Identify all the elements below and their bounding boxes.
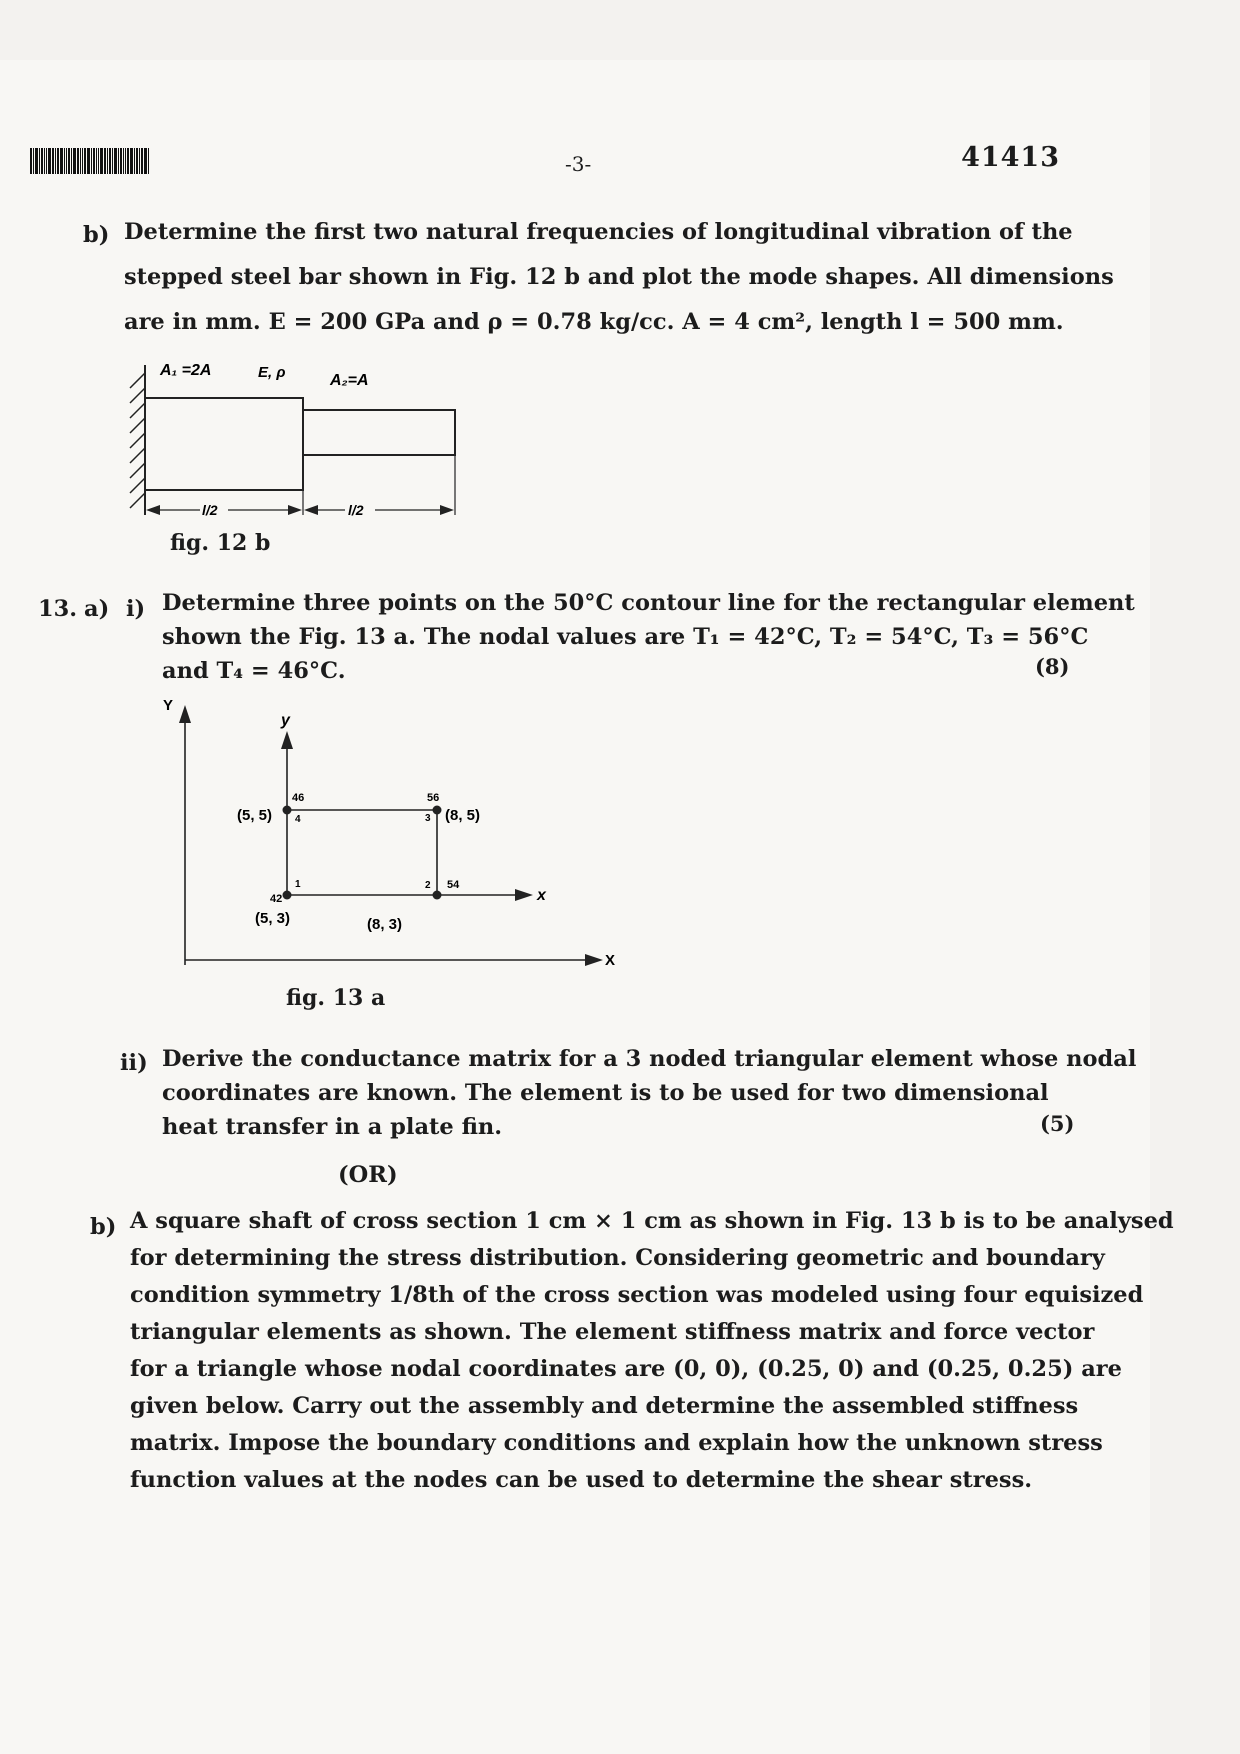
fig-13a-rectangular-element: [155, 695, 625, 970]
q13a-ii-line-3: heat transfer in a plate fin.: [162, 1114, 503, 1140]
node-2-id: 2: [425, 880, 431, 891]
local-y-label: y: [281, 712, 290, 729]
q13a-sub-i-label: i): [126, 596, 146, 622]
node-1-id: 1: [295, 879, 301, 890]
node-4-temp: 46: [292, 792, 305, 804]
node-4-coord: (5, 5): [237, 807, 273, 824]
global-y-label: Y: [163, 697, 174, 714]
fig-12b-caption: fig. 12 b: [170, 530, 271, 556]
barcode-icon: [30, 148, 196, 174]
node-3-coord: (8, 5): [445, 807, 481, 824]
fig-12b-stepped-bar: [120, 355, 470, 525]
node-1-temp: 42: [270, 893, 283, 905]
paper-code: 41413: [961, 142, 1060, 173]
q13a-i-line-3: and T₄ = 46°C.: [162, 658, 346, 684]
node-3-temp: 56: [427, 792, 440, 804]
q13b-line-4: triangular elements as shown. The element stiffness matrix and force vector: [130, 1319, 1095, 1345]
label-a1: A₁ =2A: [160, 362, 212, 379]
node-3: [433, 806, 442, 815]
global-x-label: X: [605, 952, 616, 969]
arrow-head: [281, 731, 293, 749]
arrow-head: [440, 505, 454, 515]
arrow-head: [288, 505, 302, 515]
q12b-label: b): [83, 222, 110, 248]
node-4-id: 4: [295, 814, 301, 825]
q12b-line-2: stepped steel bar shown in Fig. 12 b and plot the mode shapes. All dimensions: [124, 264, 1114, 290]
bar-section-2: [303, 410, 455, 455]
q13b-line-5: for a triangle whose nodal coordinates are (0, 0), (0.25, 0) and (0.25, 0.25) are: [130, 1356, 1122, 1382]
q12b-line-1: Determine the first two natural frequencies of longitudinal vibration of the: [124, 219, 1073, 245]
arrow-head: [146, 505, 160, 515]
q13a-i-line-2: shown the Fig. 13 a. The nodal values are T₁ = 42°C, T₂ = 54°C, T₃ = 56°C: [162, 624, 1089, 650]
page-number: -3-: [565, 152, 592, 176]
q13b-line-3: condition symmetry 1/8th of the cross section was modeled using four equisized: [130, 1282, 1144, 1308]
local-x-label: x: [537, 887, 546, 904]
bar-section-1: [145, 398, 303, 490]
node-2-coord: (8, 3): [367, 916, 403, 933]
q13b-line-2: for determining the stress distribution. Considering geometric and boundary: [130, 1245, 1105, 1271]
q13a-ii-line-2: coordinates are known. The element is to be used for two dimensional: [162, 1080, 1049, 1106]
q13b-line-7: matrix. Impose the boundary conditions and explain how the unknown stress: [130, 1430, 1103, 1456]
node-1: [283, 891, 292, 900]
arrow-head: [179, 705, 191, 723]
q13-part-b-label: b): [90, 1214, 117, 1240]
dim-label-right: l/2: [348, 502, 364, 518]
q13a-sub-ii-label: ii): [120, 1050, 148, 1076]
arrow-head: [304, 505, 318, 515]
fig-13a-caption: fig. 13 a: [286, 985, 386, 1011]
arrow-head: [585, 954, 603, 966]
q13b-line-1: A square shaft of cross section 1 cm × 1 cm as shown in Fig. 13 b is to be analysed: [130, 1208, 1174, 1234]
q13b-line-8: function values at the nodes can be used to determine the shear stress.: [130, 1467, 1033, 1493]
q13a-ii-line-1: Derive the conductance matrix for a 3 noded triangular element whose nodal: [162, 1046, 1137, 1072]
q13a-i-marks: (8): [1035, 654, 1070, 679]
or-separator: (OR): [338, 1162, 398, 1188]
node-1-coord: (5, 3): [255, 910, 291, 927]
q13-part-a-label: a): [84, 596, 110, 622]
page-header: [30, 142, 1060, 182]
arrow-head: [515, 889, 533, 901]
q12b-line-3: are in mm. E = 200 GPa and ρ = 0.78 kg/cc. A = 4 cm², length l = 500 mm.: [124, 309, 1064, 335]
node-3-id: 3: [425, 813, 431, 824]
q13a-ii-marks: (5): [1040, 1111, 1075, 1136]
q13-number: 13.: [38, 596, 78, 622]
dim-label-left: l/2: [202, 502, 218, 518]
q13b-line-6: given below. Carry out the assembly and determine the assembled stiffness: [130, 1393, 1079, 1419]
node-4: [283, 806, 292, 815]
q13a-i-line-1: Determine three points on the 50°C contour line for the rectangular element: [162, 590, 1135, 616]
label-e-rho: E, ρ: [258, 364, 286, 381]
wall-hatching: [130, 373, 145, 508]
node-2-temp: 54: [447, 879, 460, 891]
node-2: [433, 891, 442, 900]
label-a2: A₂=A: [330, 372, 369, 389]
